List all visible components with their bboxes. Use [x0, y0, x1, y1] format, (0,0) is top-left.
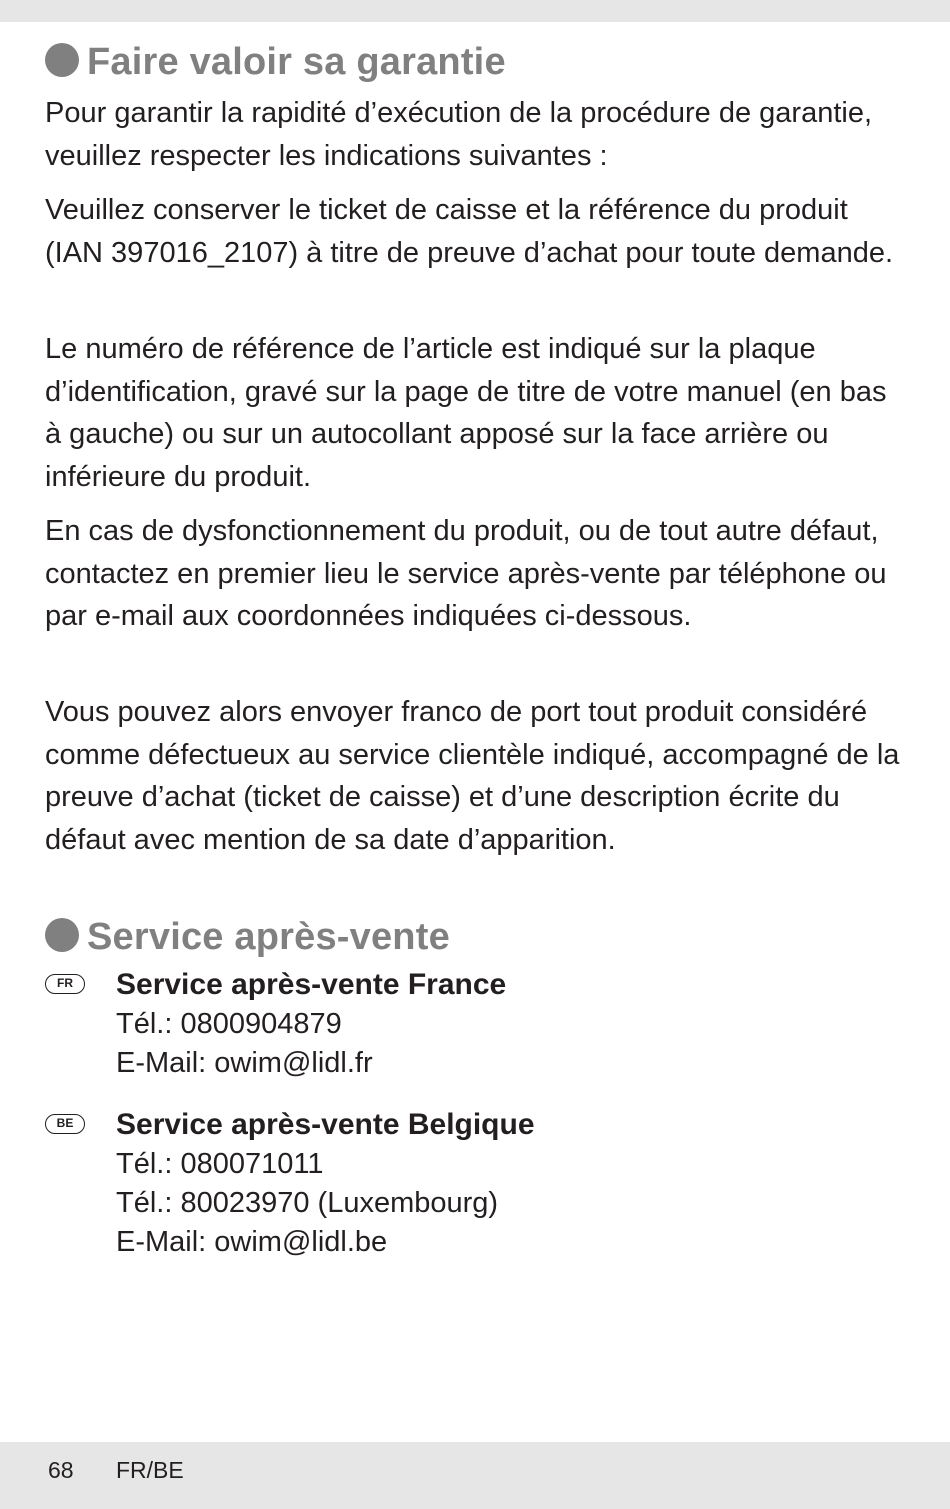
bullet-icon: [45, 43, 79, 77]
warranty-paragraph-5: Vous pouvez alors envoyer franco de port tout produit considéré comme défectueux au service clientèle indiqué, accompagné de la preuve d’achat (ticket de caisse) et d’une description écrite du défaut avec mention de sa date d’apparition.: [45, 696, 900, 856]
bullet-icon: [45, 918, 79, 952]
warranty-paragraph-3: Le numéro de référence de l’article est indiqué sur la plaque d’identification, gravé sur la page de titre de votre manuel (en bas à gauche) ou sur un autocollant apposé sur la face arrière ou inférieure du produit.: [45, 333, 887, 493]
service-heading: [45, 915, 450, 959]
service-belgium-phone: Tél.: 080071011: [116, 1148, 324, 1180]
top-band: [0, 0, 950, 22]
warranty-paragraph-2: Veuillez conserver le ticket de caisse et la référence du produit (IAN 397016_2107) à titre de preuve d’achat pour toute demande.: [45, 194, 894, 269]
service-belgium-title: Service après-vente Belgique: [116, 1108, 535, 1141]
service-luxembourg-phone: Tél.: 80023970 (Luxembourg): [116, 1187, 499, 1219]
service-france-title: Service après-vente France: [116, 968, 507, 1001]
footer-language: FR/BE: [116, 1457, 184, 1483]
warranty-heading: [45, 40, 506, 84]
service-belgium-email: E-Mail: owim@lidl.be: [116, 1226, 388, 1258]
service-france-email: E-Mail: owim@lidl.fr: [116, 1047, 373, 1079]
service-france-details: [116, 965, 896, 1083]
page-number: 68: [48, 1457, 74, 1483]
warranty-paragraph-4: En cas de dysfonctionnement du produit, ou de tout autre défaut, contactez en premier lieu le service après-vente par téléphone ou par e-mail aux coordonnées indiquées ci-dessous.: [45, 515, 887, 632]
warranty-paragraph-1: Pour garantir la rapidité d’exécution de la procédure de garantie, veuillez respecter les indications suivantes :: [45, 97, 873, 172]
service-france-phone: Tél.: 0800904879: [116, 1008, 342, 1040]
service-heading-text: Service après-vente: [87, 916, 450, 958]
warranty-heading-text: Faire valoir sa garantie: [87, 41, 506, 83]
service-belgium-details: [116, 1105, 896, 1262]
be-flag-icon: BE: [45, 1114, 85, 1134]
fr-flag-icon: FR: [45, 974, 85, 994]
